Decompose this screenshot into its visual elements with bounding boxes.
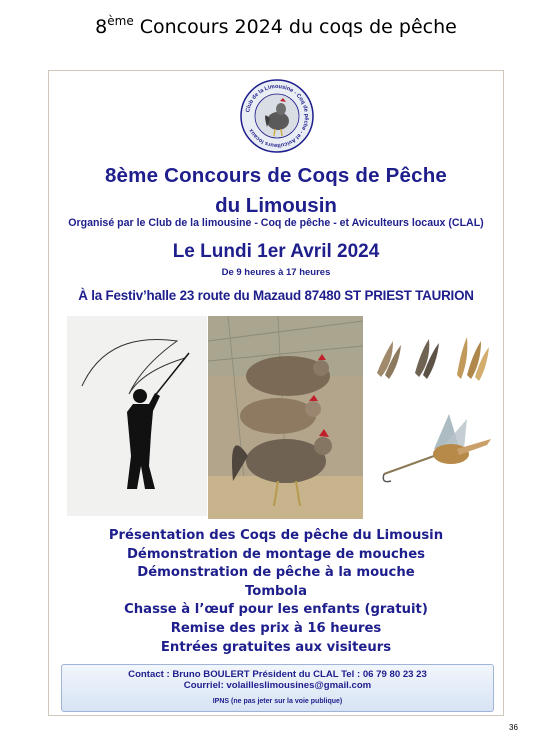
activity-item: Chasse à l’œuf pour les enfants (gratuit) (124, 602, 428, 618)
roosters-image (208, 316, 363, 519)
activity-item: Démonstration de pêche à la mouche (137, 565, 415, 581)
activity-item: Entrées gratuites aux visiteurs (160, 639, 392, 655)
poster-subtitle: du Limousin (215, 194, 337, 217)
club-logo (240, 79, 314, 153)
heading-ordinal-suffix: ème (107, 14, 134, 28)
heading-ordinal: 8 (95, 16, 108, 38)
page-number: 36 (509, 723, 518, 732)
page-heading (0, 14, 552, 38)
fly-fisherman-image (67, 316, 207, 516)
heading-title: Concours 2024 du coqs de pêche (139, 16, 457, 38)
activities-list (49, 527, 503, 657)
activity-item: Tombola (245, 583, 307, 599)
event-date: Le Lundi 1er Avril 2024 (172, 241, 380, 262)
logo-text: Club de la Limousine - Coq de pêche - et Aviculteurs locaux (245, 83, 310, 149)
organizer-line: Organisé par le Club de la limousine - Coq de pêche - et Aviculteurs locaux (CLAL) (68, 217, 484, 229)
fly-lure-image (379, 409, 495, 494)
activity-item: Démonstration de montage de mouches (126, 546, 425, 562)
activity-item: Remise des prix à 16 heures (170, 620, 382, 636)
event-poster (48, 70, 504, 716)
ipns-notice: IPNS (ne pas jeter sur la voie publique) (212, 698, 343, 705)
feathers-image (371, 333, 495, 383)
event-hours: De 9 heures à 17 heures (221, 267, 331, 278)
event-venue: À la Festiv’halle 23 route du Mazaud 87480 ST PRIEST TAURION (78, 288, 474, 303)
activity-item: Présentation des Coqs de pêche du Limousin (108, 528, 444, 543)
poster-title: 8ème Concours de Coqs de Pêche (104, 164, 448, 187)
email-line: Courriel: volailleslimousines@gmail.com (183, 680, 372, 691)
contact-footer (61, 664, 494, 712)
contact-line: Contact : Bruno BOULERT Président du CLAL Tel : 06 79 80 23 23 (128, 669, 427, 680)
